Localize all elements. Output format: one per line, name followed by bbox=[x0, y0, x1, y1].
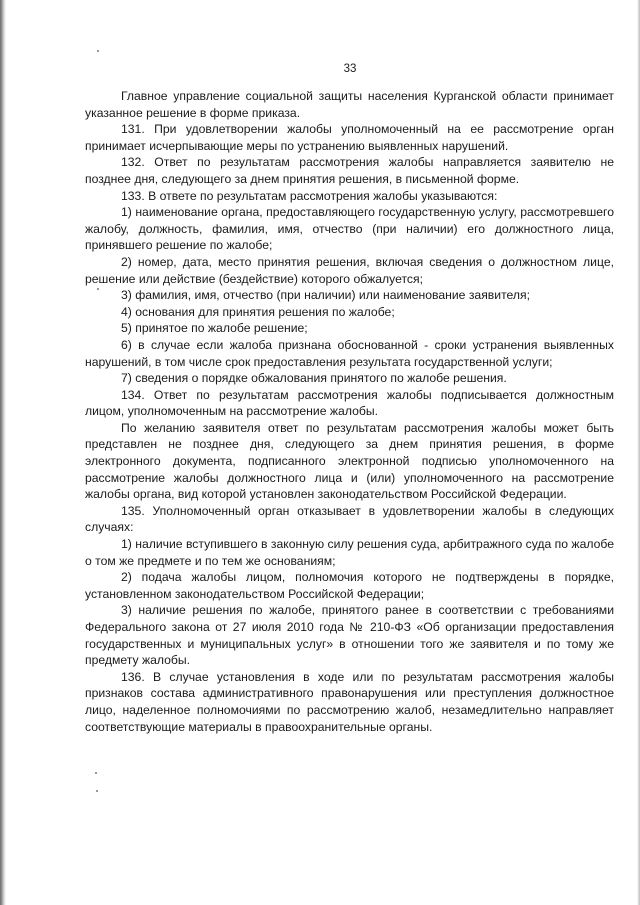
list-item-133-2: 2) номер, дата, место принятия решения, включая сведения о должностном лице, решение или действие (бездействие) которого обжалуется; bbox=[85, 254, 614, 286]
paragraph-decision-form: Главное управление социальной защиты населения Курганской области принимает указанное решение в форме приказа. bbox=[85, 89, 614, 120]
page-number: 33 bbox=[343, 63, 357, 75]
paragraph-132: 132. Ответ по результатам рассмотрения жалобы направляется заявителю не позднее дня, следующего за днем принятия решения, в письменной форме. bbox=[85, 155, 614, 186]
list-item-133-6: 6) в случае если жалоба признана обоснованной - сроки устранения выявленных нарушений, в том числе срок предоставления результата государственной услуги; bbox=[85, 337, 614, 369]
paragraph-136: 136. В случае установления в ходе или по результатам рассмотрения жалобы признаков состава административного правонарушения или преступления должностное лицо, наделенное полномочиями по рассмотрению жалоб, незамедлительно направляет соответствующие материалы в правоохранительные органы. bbox=[85, 669, 614, 734]
scan-edge-left bbox=[0, 0, 6, 905]
scan-speck bbox=[96, 790, 98, 792]
document-body bbox=[85, 88, 614, 735]
paragraph-134: 134. Ответ по результатам рассмотрения жалобы подписывается должностным лицом, уполномоченным на рассмотрение жалобы. bbox=[85, 387, 614, 419]
list-item-135-3: 3) наличие решения по жалобе, принятого ранее в соответствии с требованиями Федерального закона от 27 июля 2010 года № 210-ФЗ «Об организации предоставления государственных и муниципальных услуг» в отношении того же заявителя и по тому же предмету жалобы. bbox=[85, 603, 614, 668]
list-item-133-3: 3) фамилия, имя, отчество (при наличии) или наименование заявителя; bbox=[121, 288, 531, 303]
scan-speck bbox=[95, 772, 97, 774]
list-item-133-4: 4) основания для принятия решения по жалобе; bbox=[121, 304, 395, 319]
paragraph-131: 131. При удовлетворении жалобы уполномоченный на ее рассмотрение орган принимает исчерпывающие меры по устранению выявленных нарушений. bbox=[85, 122, 614, 153]
scan-speck bbox=[97, 50, 99, 52]
paragraph-133: 133. В ответе по результатам рассмотрения жалобы указываются: bbox=[121, 188, 498, 203]
list-item-133-1: 1) наименование органа, предоставляющего государственную услугу, рассмотревшего жалобу, должность, фамилия, имя, отчество (при наличии) его должностного лица, принявшего решение по жалобе; bbox=[85, 205, 614, 253]
paragraph-135: 135. Уполномоченный орган отказывает в удовлетворении жалобы в следующих случаях: bbox=[85, 503, 614, 535]
list-item-133-7: 7) сведения о порядке обжалования принятого по жалобе решения. bbox=[121, 371, 507, 386]
paragraph-electronic-response: По желанию заявителя ответ по результатам рассмотрения жалобы может быть представлен не позднее дня, следующего за днем принятия решения, в форме электронного документа, подписанного электронной подписью уполномоченного на рассмотрение жалобы должностного лица и (или) уполномоченного на рассмотрение жалобы органа, вид которой установлен законодательством Российской Федерации. bbox=[85, 420, 614, 502]
list-item-133-5: 5) принятое по жалобе решение; bbox=[121, 321, 308, 336]
list-item-135-2: 2) подача жалобы лицом, полномочия которого не подтверждены в порядке, установленном законодательством Российской Федерации; bbox=[85, 570, 614, 601]
list-item-135-1: 1) наличие вступившего в законную силу решения суда, арбитражного суда по жалобе о том же предмете и по тем же основаниям; bbox=[85, 537, 615, 568]
